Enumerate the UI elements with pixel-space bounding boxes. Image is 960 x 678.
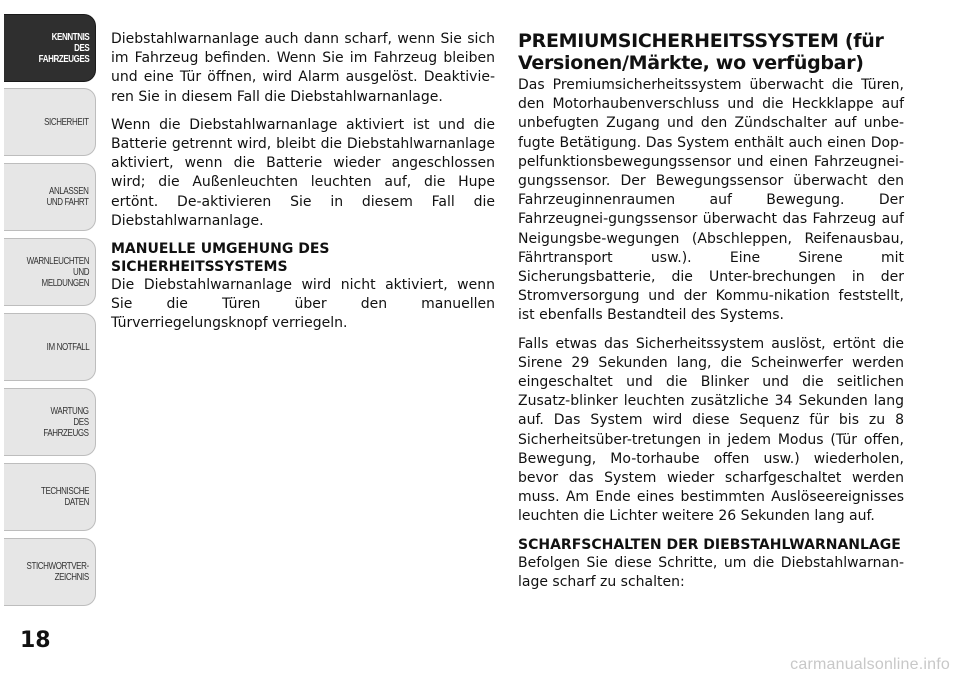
body-paragraph: Das Premiumsicherheitssystem überwacht die Türen, den Motorhaubenverschluss und die Heckklappe auf unbefugten Zugang und den Zündschalter auf unbe-fugte Betätigung. Das System enthält auch einen Dop-pelfunktionsbewegungssensor und einen Fahrzeugnei-gungssensor. Der Bewegungssensor überwacht den Fahrzeuginnenraumen auf Bewegung. Der Fahrzeugnei-gungssensor überwacht das Fahrzeug auf Neigungsbe-wegungen (Abschleppen, Reifenausbau, Fährtransport usw.). Eine Sirene mit Sicherungsbatterie, die Unter-brechungen in der Stromversorgung und der Kommu-nikation feststellt, ist ebenfalls Bestandteil des Systems.: [518, 77, 904, 324]
tab-label: TECHNISCHE DATEN: [40, 486, 89, 508]
tab-wartung-des-fahrzeugs[interactable]: [4, 388, 96, 456]
tab-warnleuchten-und-meldungen[interactable]: [4, 238, 96, 306]
tab-kenntnis-des-fahrzeuges[interactable]: [4, 14, 96, 82]
tab-label: ANLASSEN UND FAHRT: [46, 186, 89, 208]
body-paragraph: Befolgen Sie diese Schritte, um die Diebstahlwarnan-lage scharf zu schalten:: [518, 554, 904, 590]
section-heading: SCHARFSCHALTEN DER DIEBSTAHLWARNANLAGE: [518, 536, 901, 553]
tab-stichwortverzeichnis[interactable]: [4, 538, 96, 606]
section-heading: MANUELLE UMGEHUNG DES SICHERHEITSSYSTEMS: [111, 241, 330, 276]
section-title: PREMIUMSICHERHEITSSYSTEM (für Versionen/Märkte, wo verfügbar): [518, 30, 884, 74]
left-column: [111, 30, 495, 343]
tab-im-notfall[interactable]: [4, 313, 96, 381]
chapter-tabs: [0, 0, 100, 600]
tab-label: WARNLEUCHTEN UND MELDUNGEN: [26, 255, 89, 289]
body-paragraph: Diebstahlwarnanlage auch dann scharf, wenn Sie sich im Fahrzeug befinden. Wenn Sie im Fahrzeug bleiben und eine Tür öffnen, wird Alarm ausgelöst. Deaktivie-ren Sie in diesem Fall die Diebstahlwarnanlage.: [111, 31, 495, 105]
tab-label: WARTUNG DES FAHRZEUGS: [43, 405, 89, 439]
page-number: 18: [20, 628, 51, 653]
tab-label: KENNTNIS DES FAHRZEUGES: [38, 31, 89, 65]
body-paragraph: Falls etwas das Sicherheitssystem auslöst, ertönt die Sirene 29 Sekunden lang, die Scheinwerfer werden eingeschaltet und die Blinker und die seitlichen Zusatz-blinker leuchten zusätzliche 34 Sekunden lang auf. Das System wird diese Sequenz für bis zu 8 Sicherheitsüber-tretungen in jedem Modus (Tür offen, Bewegung, Mo-torhaube offen usw.) wiederholen, bevor das System wieder scharfgeschaltet werden muss. Am Ende eines bestimmten Auslöseereignisses leuchten die Lichter weitere 26 Sekunden lang auf.: [518, 335, 904, 525]
tab-technische-daten[interactable]: [4, 463, 96, 531]
right-column: [518, 30, 904, 601]
tab-sicherheit[interactable]: [4, 88, 96, 156]
body-paragraph: Wenn die Diebstahlwarnanlage aktiviert ist und die Batterie getrennt wird, bleibt die Diebstahlwarnanlage aktiviert, wenn die Batterie wieder angeschlossen wird; die Außenleuchten leuchten auf, die Hupe ertönt. De-aktivieren Sie in diesem Fall die Diebstahlwarnanlage.: [111, 116, 495, 229]
body-paragraph: Die Diebstahlwarnanlage wird nicht aktiviert, wenn Sie die Türen über den manuellen Türverriegelungsknopf verriegeln.: [111, 277, 495, 332]
tab-label: IM NOTFALL: [46, 341, 89, 353]
tab-anlassen-und-fahrt[interactable]: [4, 163, 96, 231]
watermark: carmanualsonline.info: [790, 656, 950, 673]
tab-label: STICHWORTVER- ZEICHNIS: [26, 561, 89, 583]
tab-label: SICHERHEIT: [44, 116, 89, 128]
